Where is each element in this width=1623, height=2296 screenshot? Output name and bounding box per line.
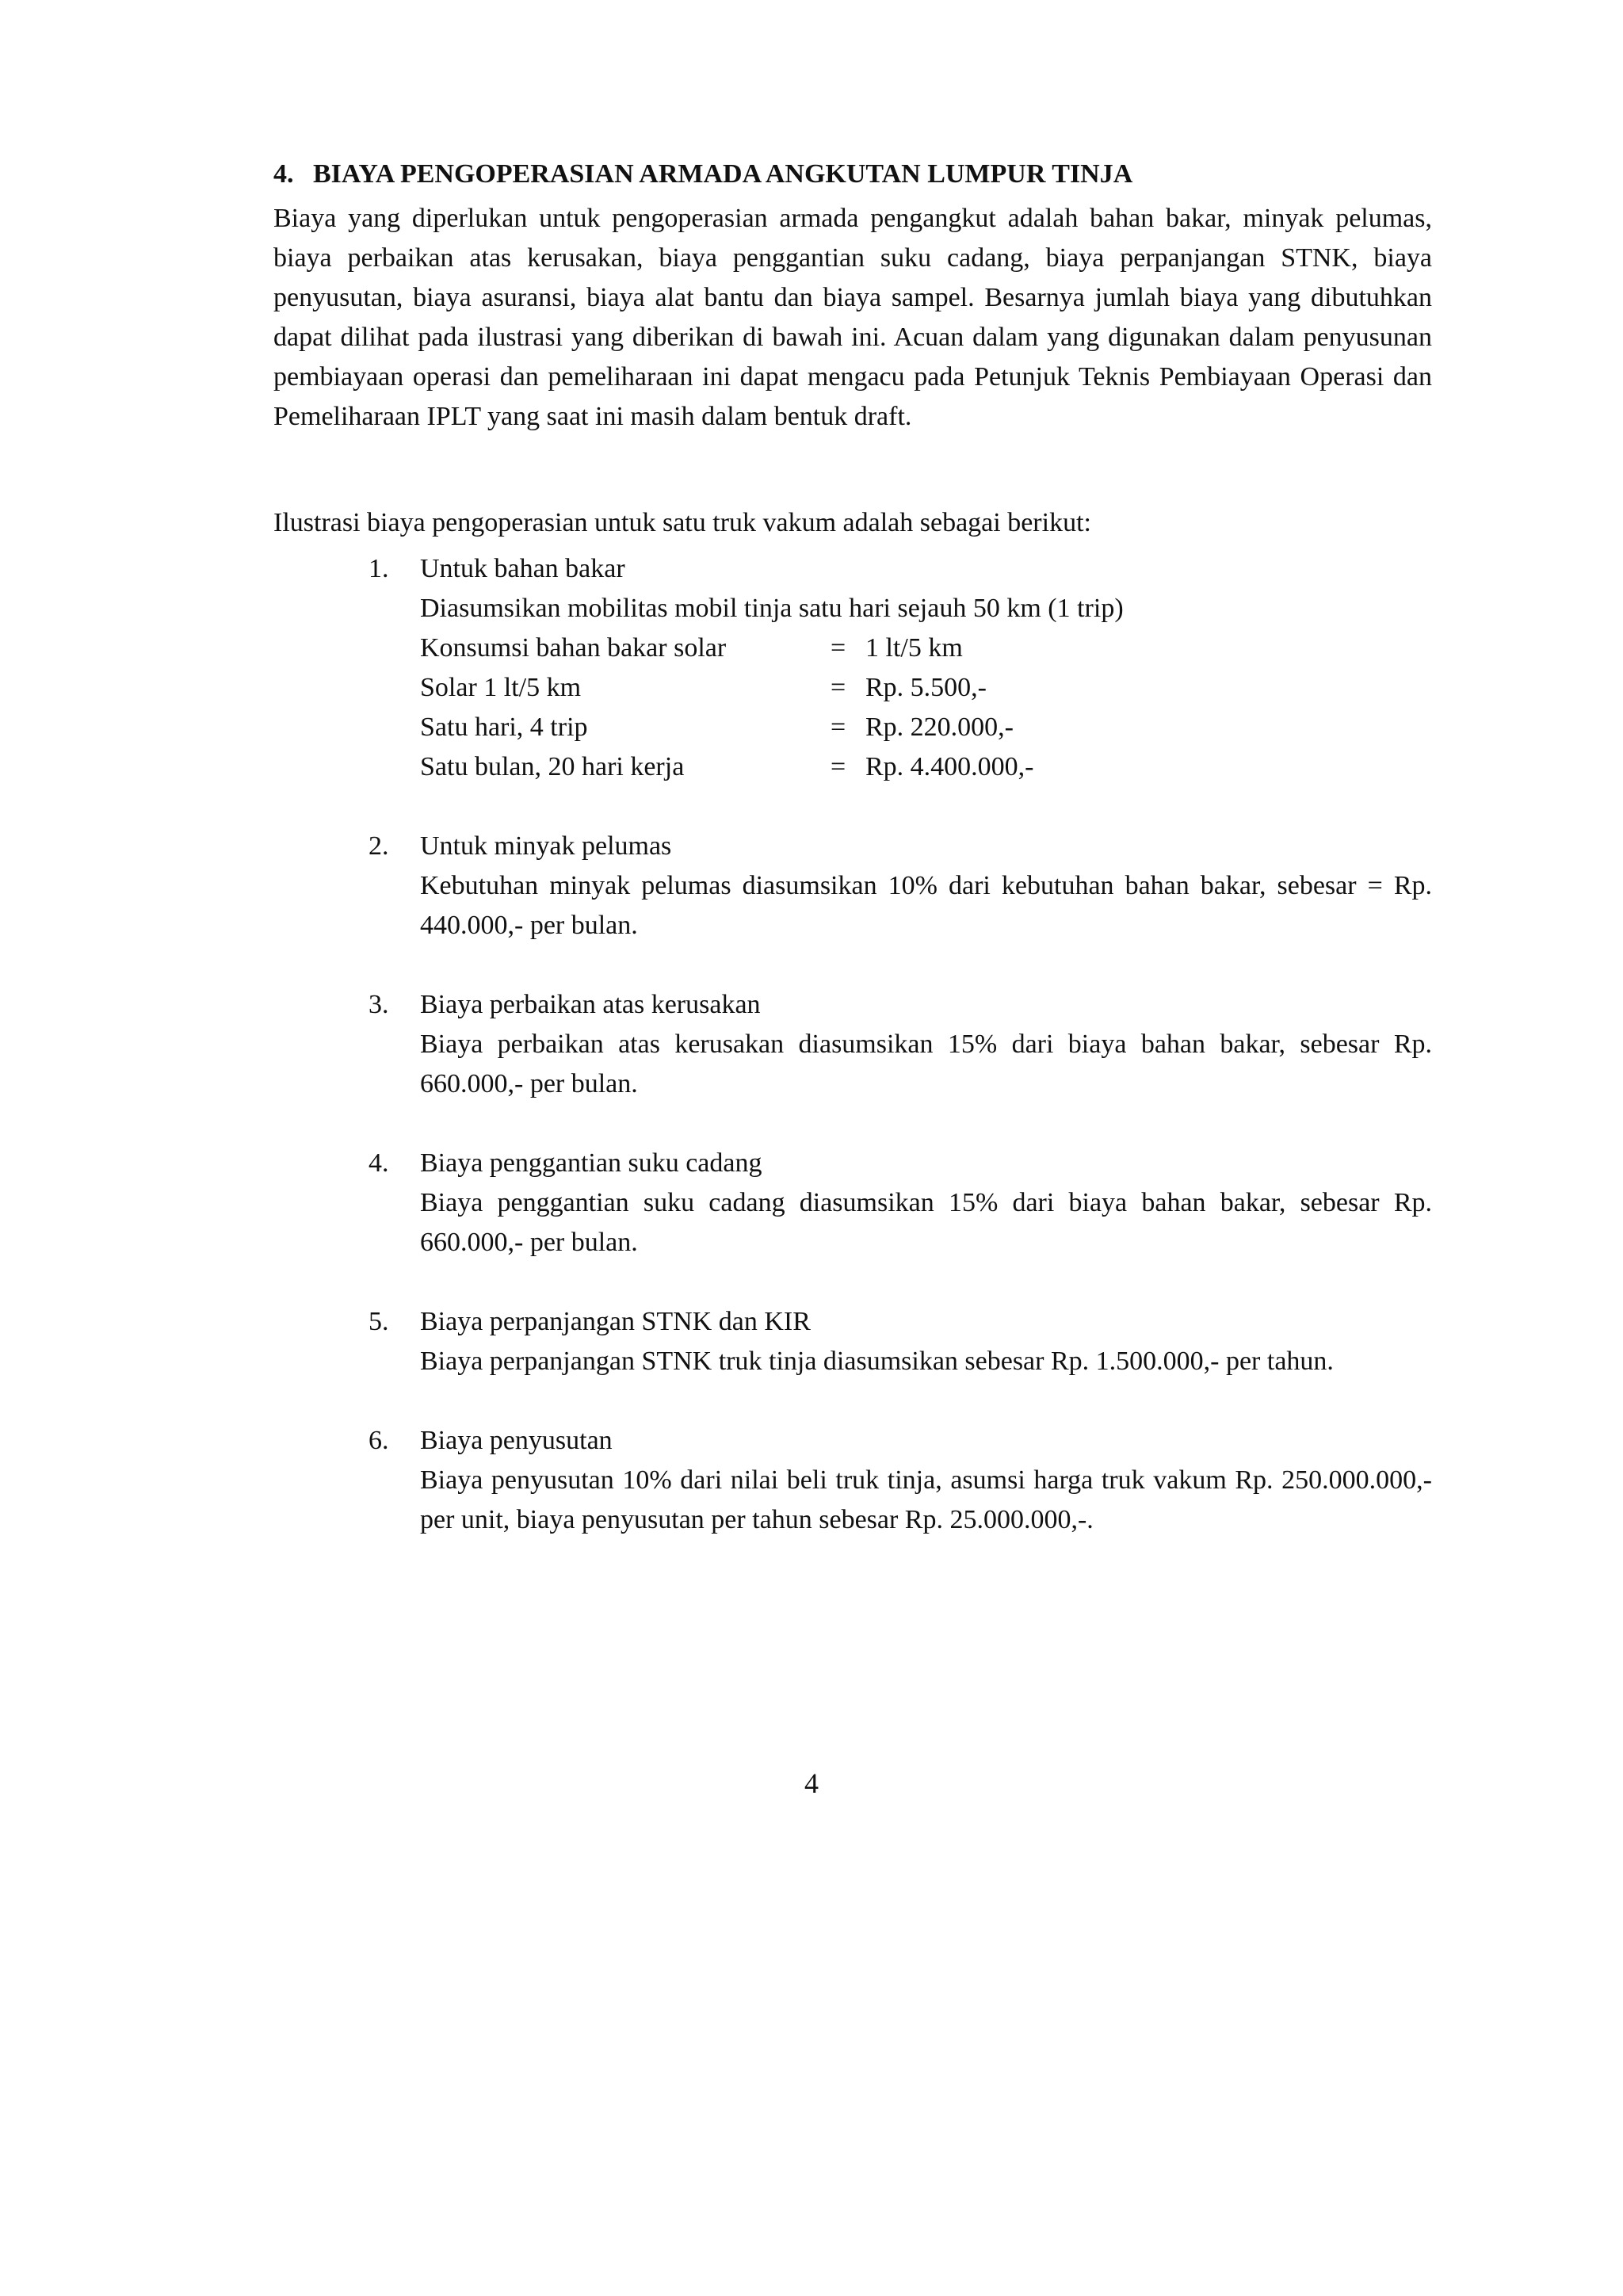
list-item-description: Biaya penggantian suku cadang diasumsikan 15% dari biaya bahan bakar, sebesar Rp. 660.000,- per bulan. [420, 1188, 1432, 1257]
list-item-description: Diasumsikan mobilitas mobil tinja satu hari sejauh 50 km (1 trip) [420, 594, 1124, 623]
list-item-description: Biaya perpanjangan STNK truk tinja diasumsikan sebesar Rp. 1.500.000,- per tahun. [420, 1347, 1334, 1376]
calc-equals: = [831, 673, 846, 702]
calc-label: Satu bulan, 20 hari kerja [420, 752, 685, 781]
list-item [273, 1421, 1432, 1540]
calc-row [420, 668, 1432, 708]
list-item [273, 985, 1432, 1104]
calc-value: 1 lt/5 km [865, 633, 963, 663]
section-number: 4. [273, 159, 294, 189]
calc-value: Rp. 4.400.000,- [865, 752, 1034, 781]
calc-row [420, 628, 1432, 668]
list-item-title: Biaya perbaikan atas kerusakan [420, 990, 761, 1019]
list-item [273, 1144, 1432, 1263]
calc-value: Rp. 5.500,- [865, 673, 987, 702]
list-item-title: Biaya perpanjangan STNK dan KIR [420, 1307, 811, 1336]
calc-label: Satu hari, 4 trip [420, 712, 588, 742]
list-item-number: 3. [369, 990, 389, 1019]
list-item-number: 1. [369, 554, 389, 583]
list-item-description: Kebutuhan minyak pelumas diasumsikan 10% dari kebutuhan bahan bakar, sebesar = Rp. 440.000,- per bulan. [420, 871, 1432, 940]
list-item [273, 827, 1432, 946]
list-item-title: Biaya penggantian suku cadang [420, 1148, 762, 1178]
document-page [273, 155, 1432, 1580]
list-item-title: Untuk bahan bakar [420, 554, 625, 583]
page-number: 4 [804, 1767, 819, 1799]
list-item-number: 5. [369, 1307, 389, 1336]
calc-equals: = [831, 752, 846, 781]
list-item-number: 2. [369, 831, 389, 861]
calc-equals: = [831, 712, 846, 742]
section-heading [273, 155, 1432, 194]
list-item-description: Biaya penyusutan 10% dari nilai beli truk tinja, asumsi harga truk vakum Rp. 250.000.000,- per unit, biaya penyusutan per tahun sebesar Rp. 25.000.000,-. [420, 1465, 1432, 1534]
calc-value: Rp. 220.000,- [865, 712, 1014, 742]
lead-paragraph: Ilustrasi biaya pengoperasian untuk satu truk vakum adalah sebagai berikut: [273, 508, 1091, 537]
calc-row [420, 708, 1432, 747]
calc-label: Konsumsi bahan bakar solar [420, 633, 727, 663]
list-item-title: Untuk minyak pelumas [420, 831, 672, 861]
section-title: BIAYA PENGOPERASIAN ARMADA ANGKUTAN LUMPUR TINJA [313, 159, 1133, 189]
list-item [273, 1302, 1432, 1381]
list-item-title: Biaya penyusutan [420, 1426, 613, 1455]
list-item-description: Biaya perbaikan atas kerusakan diasumsikan 15% dari biaya bahan bakar, sebesar Rp. 660.000,- per bulan. [420, 1030, 1432, 1098]
list-item-number: 4. [369, 1148, 389, 1178]
intro-paragraph: Biaya yang diperlukan untuk pengoperasian armada pengangkut adalah bahan bakar, minyak pelumas, biaya perbaikan atas kerusakan, biaya penggantian suku cadang, biaya perpanjangan STNK, biaya penyusutan, biaya asuransi, biaya alat bantu dan biaya sampel. Besarnya jumlah biaya yang dibutuhkan dapat dilihat pada ilustrasi yang diberikan di bawah ini. Acuan dalam yang digunakan dalam penyusunan pembiayaan operasi dan pemeliharaan ini dapat mengacu pada Petunjuk Teknis Pembiayaan Operasi dan Pemeliharaan IPLT yang saat ini masih dalam bentuk draft. [273, 204, 1432, 431]
list-item-number: 6. [369, 1426, 389, 1455]
calc-row [420, 747, 1432, 787]
list-item [273, 549, 1432, 787]
calc-label: Solar 1 lt/5 km [420, 673, 582, 702]
calc-equals: = [831, 633, 846, 663]
cost-list [273, 549, 1432, 1540]
